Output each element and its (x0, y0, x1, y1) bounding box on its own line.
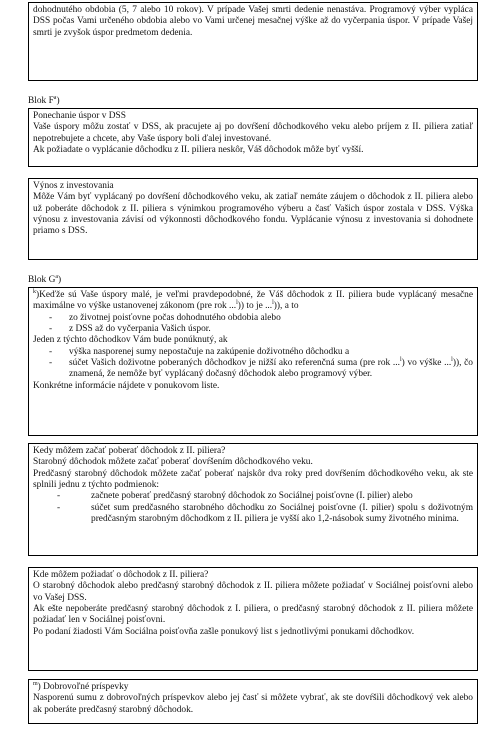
ponechanie-box (28, 108, 478, 167)
kedy-line1: Starobný dôchodok môžete začať poberať dovŕšením dôchodkového veku. (33, 457, 313, 468)
male-uspory-footer: Konkrétne informácie nájdete v ponukovom liste. (33, 380, 220, 391)
kde-line3: Po podaní žiadosti Vám Sociálna poisťovňa zašle ponukový list s jednotlivými ponukami dôchodkov. (33, 626, 415, 637)
list-item: - výška nasporenej sumy nepostačuje na zakúpenie doživotného dôchodku a (49, 346, 350, 357)
pension-continuation-box (28, 2, 478, 81)
kde-title: Kde môžem požiadať o dôchodok z II. piliera? (33, 570, 209, 580)
list-item: - z DSS až do vyčerpania Vašich úspor. (49, 324, 211, 335)
kde-line2: Ak ešte nepoberáte predčasný starobný dôchodok z I. piliera, o predčasný starobný dôchodok z II. piliera môžete požiadať len v Sociálnej poisťovni. (33, 604, 473, 626)
dobrovolne-box (28, 679, 478, 724)
dobrovolne-body: Nasporenú sumu z dobrovoľných príspevkov alebo jej časť si môžete vybrať, ak ste dovŕšili dôchodkový vek alebo ak poberáte predčasný starobný dôchodok. (33, 693, 473, 715)
blok-f-label: Blok $F^a$) (28, 94, 60, 106)
dobrovolne-title: $^m$) Dobrovoľné príspevky (33, 680, 129, 692)
male-uspory-line2: Jeden z týchto dôchodkov Vám bude ponúknutý, ak (33, 335, 228, 346)
ponechanie-title: Ponechanie úspor v DSS (33, 111, 126, 121)
ponechanie-body-2: Ak požiadate o vyplácanie dôchodku z II. piliera neskôr, Váš dôchodok môže byť vyšší. (33, 145, 364, 156)
continuation-text: dohodnutého obdobia (5, 7 alebo 10 rokov). V prípade Vašej smrti dedenie nenastáva. Programový výber vypláca DSS počas Vami určeného obdobia alebo vo Vami určenej mesačnej výške až do vyčerpania úspor. V prípade Vašej smrti je zvyšok úspor predmetom dedenia. (33, 5, 473, 38)
male-uspory-intro: $^k$)Keďže sú Vaše úspory malé, je veľmi pravdepodobné, že Váš dôchodok z II. piliera bude vyplácaný mesačne maximálne vo výške ustanovenej zákonom (pre rok ...$^l$)) to je ...$^l$)), a to (33, 288, 473, 312)
kedy-line2: Predčasný starobný dôchodok môžete začať poberať najskôr dva roky pred dovŕšením dôchodkového veku, ak ste splnili jednu z týchto podmienok: (33, 468, 473, 491)
blok-g-label: Blok $G^a$) (28, 273, 62, 285)
vynos-body: Môže Vám byť vyplácaný po dovŕšení dôchodkového veku, ak zatiaľ nemáte záujem o dôchodok z II. piliera alebo už poberáte dôchodok z II. piliera s výnimkou programového výberu a časť Vašich úspor zostala v DSS. Výška výnosu z investovania závisí od výkonnosti dôchodkového fondu. Vyplácanie výnosu z investovania si dohodnete priamo s DSS. (33, 192, 473, 237)
vynos-box (28, 178, 478, 260)
kde-box (28, 567, 478, 671)
ponechanie-body: Vaše úspory môžu zostať v DSS, ak pracujete aj po dovŕšení dôchodkového veku alebo príjem z II. piliera zatiaľ nepotrebujete a chcete, aby Vaše úspory boli ďalej investované. (33, 122, 473, 144)
list-item: - súčet sum predčasného starobného dôchodku zo Sociálnej poisťovne (I. pilier) spolu s doživotným predčasným starobným dôchodkom z II. piliera je vyšší ako 1,2-násobok sumy životného minima. (57, 502, 473, 525)
list-item: - začnete poberať predčasný starobný dôchodok zo Sociálnej poisťovne (I. pilier) alebo (57, 491, 413, 502)
male-uspory-box (28, 287, 478, 436)
kde-line1: O starobný dôchodok alebo predčasný starobný dôchodok z II. piliera môžete požiadať v Sociálnej poisťovni alebo vo Vašej DSS. (33, 581, 473, 603)
kedy-box (28, 443, 478, 556)
kedy-title: Kedy môžem začať poberať dôchodok z II. piliera? (33, 446, 226, 456)
vynos-title: Výnos z investovania (33, 181, 114, 191)
list-item: - súčet Vašich doživotne poberaných dôchodkov je nižší ako referenčná suma (pre rok ...$^l$) vo výške ...$^l$)), čo znamená, že nemôže byť vyplácaný dočasný dôchodok alebo programový výber. (49, 356, 473, 380)
list-item: - zo životnej poisťovne počas dohodnutého obdobia alebo (49, 312, 281, 323)
